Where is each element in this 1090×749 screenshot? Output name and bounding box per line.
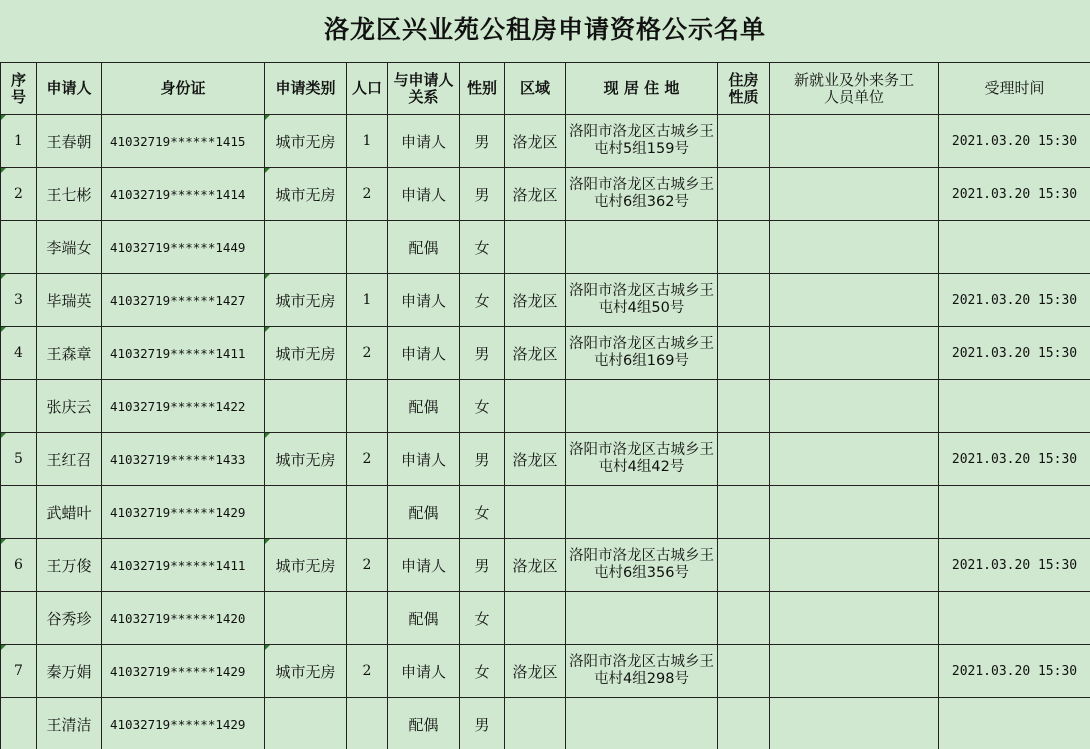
cell-gender[interactable]: 女 <box>460 645 505 698</box>
cell-address[interactable] <box>566 486 718 539</box>
cell-district[interactable]: 洛龙区 <box>505 433 566 486</box>
cell-housing[interactable] <box>718 327 770 380</box>
cell-applicant[interactable]: 王清洁 <box>37 698 102 749</box>
cell-relation[interactable]: 申请人 <box>388 539 460 592</box>
page-title: 洛龙区兴业苑公租房申请资格公示名单 <box>323 15 766 44</box>
cell-population[interactable]: 2 <box>347 645 388 698</box>
cell-category[interactable]: 城市无房 <box>265 115 347 168</box>
cell-applicant[interactable]: 谷秀珍 <box>37 592 102 645</box>
cell-seq[interactable] <box>1 221 37 274</box>
cell-relation[interactable]: 配偶 <box>388 221 460 274</box>
cell-id[interactable]: 41032719******1411 <box>102 327 265 380</box>
cell-address[interactable]: 洛阳市洛龙区古城乡王屯村4组42号 <box>566 433 718 486</box>
table-row <box>1 274 1090 327</box>
cell-id[interactable]: 41032719******1414 <box>102 168 265 221</box>
cell-district[interactable] <box>505 698 566 749</box>
cell-time[interactable] <box>939 592 1090 645</box>
cell-id[interactable]: 41032719******1411 <box>102 539 265 592</box>
cell-seq[interactable]: 5 <box>1 433 37 486</box>
cell-relation[interactable]: 申请人 <box>388 327 460 380</box>
cell-address[interactable] <box>566 698 718 749</box>
cell-time[interactable]: 2021.03.20 15:30 <box>939 168 1090 221</box>
cell-housing[interactable] <box>718 115 770 168</box>
table-row <box>1 168 1090 221</box>
cell-id[interactable]: 41032719******1415 <box>102 115 265 168</box>
cell-population[interactable]: 2 <box>347 327 388 380</box>
cell-category[interactable]: 城市无房 <box>265 327 347 380</box>
cell-seq[interactable] <box>1 380 37 433</box>
table-row <box>1 698 1090 749</box>
cell-relation[interactable]: 配偶 <box>388 592 460 645</box>
cell-address[interactable]: 洛阳市洛龙区古城乡王屯村6组169号 <box>566 327 718 380</box>
cell-relation[interactable]: 申请人 <box>388 645 460 698</box>
cell-population[interactable]: 1 <box>347 115 388 168</box>
cell-district[interactable]: 洛龙区 <box>505 645 566 698</box>
header-employer[interactable]: 新就业及外来务工人员单位 <box>770 63 939 115</box>
header-district[interactable]: 区域 <box>505 63 566 115</box>
cell-seq[interactable]: 3 <box>1 274 37 327</box>
cell-category[interactable] <box>265 380 347 433</box>
cell-seq[interactable]: 4 <box>1 327 37 380</box>
cell-district[interactable] <box>505 486 566 539</box>
cell-employer[interactable] <box>770 486 939 539</box>
cell-time[interactable] <box>939 380 1090 433</box>
cell-employer[interactable] <box>770 645 939 698</box>
table-header-row <box>1 63 1090 115</box>
cell-seq[interactable]: 6 <box>1 539 37 592</box>
cell-time[interactable]: 2021.03.20 15:30 <box>939 645 1090 698</box>
cell-seq[interactable] <box>1 698 37 749</box>
table-row <box>1 592 1090 645</box>
header-category[interactable]: 申请类别 <box>265 63 347 115</box>
cell-address[interactable]: 洛阳市洛龙区古城乡王屯村6组362号 <box>566 168 718 221</box>
cell-employer[interactable] <box>770 433 939 486</box>
cell-category[interactable] <box>265 486 347 539</box>
cell-time[interactable] <box>939 221 1090 274</box>
cell-time[interactable]: 2021.03.20 15:30 <box>939 115 1090 168</box>
header-relation[interactable]: 与申请人关系 <box>388 63 460 115</box>
header-applicant[interactable]: 申请人 <box>37 63 102 115</box>
cell-address[interactable]: 洛阳市洛龙区古城乡王屯村5组159号 <box>566 115 718 168</box>
cell-seq[interactable]: 7 <box>1 645 37 698</box>
cell-id[interactable]: 41032719******1429 <box>102 486 265 539</box>
cell-id[interactable]: 41032719******1429 <box>102 698 265 749</box>
cell-district[interactable]: 洛龙区 <box>505 115 566 168</box>
cell-district[interactable]: 洛龙区 <box>505 274 566 327</box>
table-row <box>1 486 1090 539</box>
cell-relation[interactable]: 申请人 <box>388 433 460 486</box>
cell-employer[interactable] <box>770 221 939 274</box>
header-time[interactable]: 受理时间 <box>939 63 1090 115</box>
cell-housing[interactable] <box>718 221 770 274</box>
cell-applicant[interactable]: 王万俊 <box>37 539 102 592</box>
cell-applicant[interactable]: 张庆云 <box>37 380 102 433</box>
cell-employer[interactable] <box>770 274 939 327</box>
cell-housing[interactable] <box>718 592 770 645</box>
table-row <box>1 115 1090 168</box>
cell-id[interactable]: 41032719******1449 <box>102 221 265 274</box>
cell-population[interactable]: 2 <box>347 433 388 486</box>
cell-category[interactable] <box>265 221 347 274</box>
cell-applicant[interactable]: 王七彬 <box>37 168 102 221</box>
table-row <box>1 327 1090 380</box>
cell-address[interactable]: 洛阳市洛龙区古城乡王屯村4组50号 <box>566 274 718 327</box>
cell-id[interactable]: 41032719******1422 <box>102 380 265 433</box>
cell-time[interactable]: 2021.03.20 15:30 <box>939 327 1090 380</box>
cell-applicant[interactable]: 王红召 <box>37 433 102 486</box>
table-row <box>1 645 1090 698</box>
table-row <box>1 433 1090 486</box>
cell-address[interactable] <box>566 221 718 274</box>
cell-seq[interactable]: 2 <box>1 168 37 221</box>
cell-category[interactable] <box>265 592 347 645</box>
cell-address[interactable] <box>566 380 718 433</box>
cell-district[interactable] <box>505 221 566 274</box>
cell-time[interactable]: 2021.03.20 15:30 <box>939 539 1090 592</box>
cell-id[interactable]: 41032719******1427 <box>102 274 265 327</box>
cell-category[interactable] <box>265 698 347 749</box>
cell-housing[interactable] <box>718 645 770 698</box>
table-row <box>1 539 1090 592</box>
cell-employer[interactable] <box>770 539 939 592</box>
cell-id[interactable]: 41032719******1420 <box>102 592 265 645</box>
cell-address[interactable]: 洛阳市洛龙区古城乡王屯村6组356号 <box>566 539 718 592</box>
cell-gender[interactable]: 男 <box>460 115 505 168</box>
cell-population[interactable] <box>347 486 388 539</box>
cell-housing[interactable] <box>718 274 770 327</box>
cell-id[interactable]: 41032719******1433 <box>102 433 265 486</box>
cell-population[interactable]: 2 <box>347 539 388 592</box>
cell-housing[interactable] <box>718 433 770 486</box>
cell-relation[interactable]: 配偶 <box>388 380 460 433</box>
table-row <box>1 380 1090 433</box>
cell-population[interactable] <box>347 380 388 433</box>
header-gender[interactable]: 性别 <box>460 63 505 115</box>
cell-category[interactable]: 城市无房 <box>265 274 347 327</box>
cell-district[interactable] <box>505 592 566 645</box>
cell-gender[interactable]: 女 <box>460 221 505 274</box>
cell-seq[interactable] <box>1 592 37 645</box>
cell-gender[interactable]: 男 <box>460 327 505 380</box>
table-row <box>1 221 1090 274</box>
cell-applicant[interactable]: 毕瑞英 <box>37 274 102 327</box>
cell-time[interactable]: 2021.03.20 15:30 <box>939 433 1090 486</box>
cell-relation[interactable]: 配偶 <box>388 486 460 539</box>
cell-gender[interactable]: 女 <box>460 380 505 433</box>
cell-seq[interactable] <box>1 486 37 539</box>
cell-gender[interactable]: 男 <box>460 539 505 592</box>
cell-employer[interactable] <box>770 592 939 645</box>
cell-category[interactable]: 城市无房 <box>265 168 347 221</box>
cell-gender[interactable]: 女 <box>460 274 505 327</box>
cell-category[interactable]: 城市无房 <box>265 539 347 592</box>
applicant-table <box>0 62 1090 749</box>
cell-gender[interactable]: 男 <box>460 698 505 749</box>
cell-employer[interactable] <box>770 327 939 380</box>
header-population[interactable]: 人口 <box>347 63 388 115</box>
cell-id[interactable]: 41032719******1429 <box>102 645 265 698</box>
cell-applicant[interactable]: 王春朝 <box>37 115 102 168</box>
cell-relation[interactable]: 申请人 <box>388 115 460 168</box>
cell-category[interactable]: 城市无房 <box>265 645 347 698</box>
cell-employer[interactable] <box>770 380 939 433</box>
cell-time[interactable] <box>939 698 1090 749</box>
cell-population[interactable]: 1 <box>347 274 388 327</box>
cell-relation[interactable]: 申请人 <box>388 168 460 221</box>
cell-applicant[interactable]: 李端女 <box>37 221 102 274</box>
cell-housing[interactable] <box>718 539 770 592</box>
cell-address[interactable]: 洛阳市洛龙区古城乡王屯村4组298号 <box>566 645 718 698</box>
header-id[interactable]: 身份证 <box>102 63 265 115</box>
cell-time[interactable]: 2021.03.20 15:30 <box>939 274 1090 327</box>
cell-housing[interactable] <box>718 698 770 749</box>
cell-gender[interactable]: 男 <box>460 433 505 486</box>
cell-housing[interactable] <box>718 168 770 221</box>
header-seq[interactable]: 序号 <box>1 63 37 115</box>
cell-district[interactable]: 洛龙区 <box>505 327 566 380</box>
cell-population[interactable] <box>347 592 388 645</box>
cell-relation[interactable]: 申请人 <box>388 274 460 327</box>
cell-population[interactable] <box>347 221 388 274</box>
cell-applicant[interactable]: 秦万娟 <box>37 645 102 698</box>
header-address[interactable]: 现 居 住 地 <box>566 63 718 115</box>
cell-housing[interactable] <box>718 380 770 433</box>
cell-employer[interactable] <box>770 115 939 168</box>
cell-address[interactable] <box>566 592 718 645</box>
cell-employer[interactable] <box>770 168 939 221</box>
cell-applicant[interactable]: 王森章 <box>37 327 102 380</box>
cell-gender[interactable]: 女 <box>460 486 505 539</box>
cell-relation[interactable]: 配偶 <box>388 698 460 749</box>
cell-employer[interactable] <box>770 698 939 749</box>
cell-population[interactable] <box>347 698 388 749</box>
cell-category[interactable]: 城市无房 <box>265 433 347 486</box>
cell-gender[interactable]: 男 <box>460 168 505 221</box>
cell-seq[interactable]: 1 <box>1 115 37 168</box>
cell-district[interactable]: 洛龙区 <box>505 168 566 221</box>
header-housing[interactable]: 住房性质 <box>718 63 770 115</box>
cell-district[interactable] <box>505 380 566 433</box>
cell-gender[interactable]: 女 <box>460 592 505 645</box>
cell-district[interactable]: 洛龙区 <box>505 539 566 592</box>
cell-applicant[interactable]: 武蜡叶 <box>37 486 102 539</box>
cell-housing[interactable] <box>718 486 770 539</box>
cell-population[interactable]: 2 <box>347 168 388 221</box>
cell-time[interactable] <box>939 486 1090 539</box>
